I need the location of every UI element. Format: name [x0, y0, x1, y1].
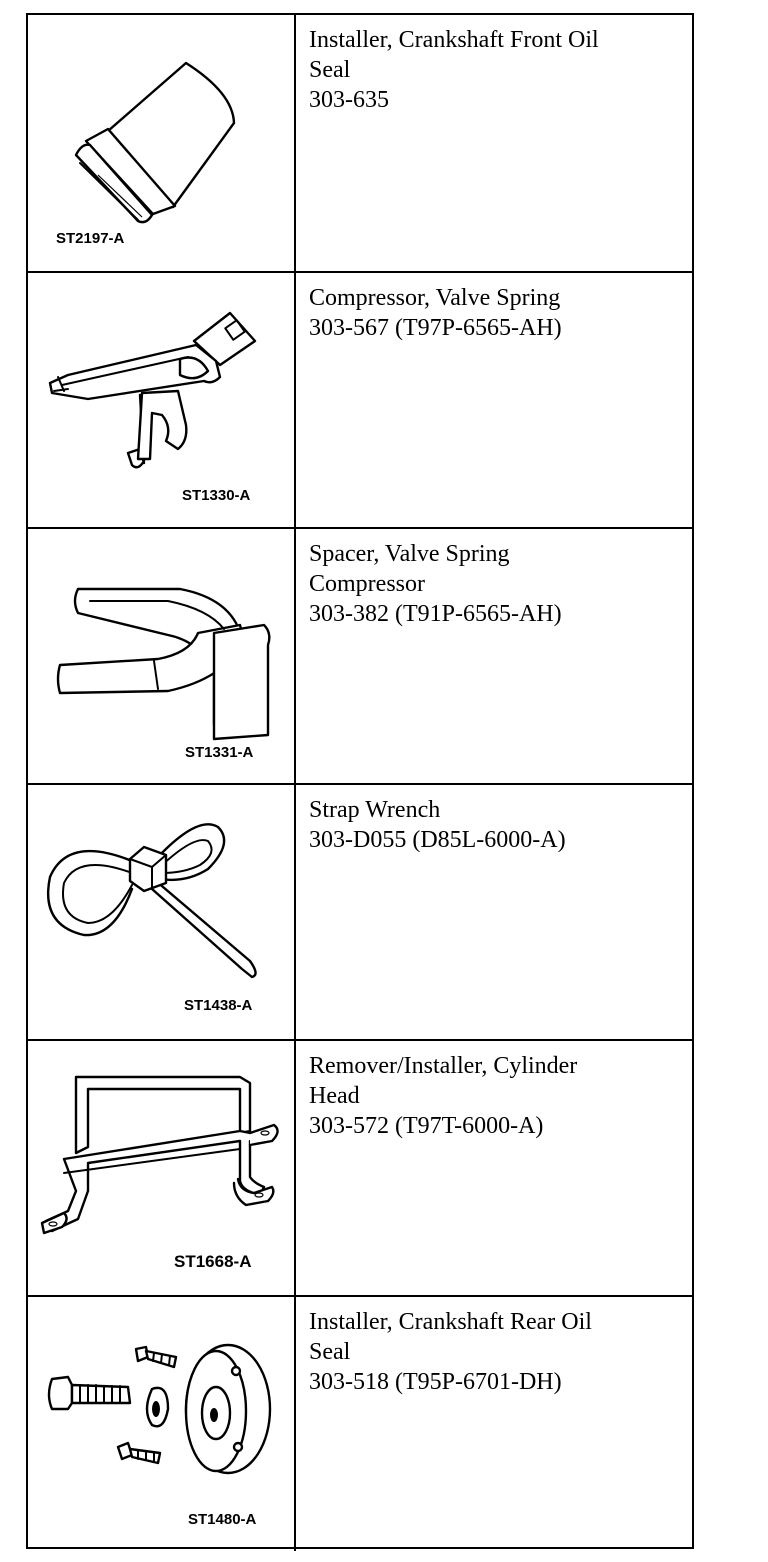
tool-part-number: 303-518 (T95P-6701-DH) — [309, 1369, 562, 1395]
tool-part-number: 303-D055 (D85L-6000-A) — [309, 827, 566, 853]
tool-name-line: Compressor — [309, 571, 425, 597]
tool-illustration-cell — [28, 785, 296, 1039]
compressor-spacer-icon — [28, 529, 294, 783]
special-tools-table — [26, 13, 694, 1549]
figure-code: ST1668-A — [174, 1252, 252, 1271]
tool-name-line: Seal — [309, 57, 351, 83]
tool-description — [309, 795, 684, 855]
tool-description — [309, 539, 684, 629]
tool-row — [28, 271, 692, 527]
tool-name-line: Strap Wrench — [309, 797, 441, 823]
tool-row — [28, 527, 692, 783]
tool-description — [309, 25, 684, 115]
tool-name-line: Compressor, Valve Spring — [309, 285, 561, 311]
cylinder-head-remover-icon — [28, 1041, 294, 1295]
tool-description — [309, 283, 684, 343]
tool-name-line: Seal — [309, 1339, 351, 1365]
tool-name-line: Head — [309, 1083, 360, 1109]
tool-illustration-cell — [28, 15, 296, 271]
tool-part-number: 303-635 — [309, 87, 389, 113]
figure-code: ST2197-A — [56, 230, 125, 247]
figure-code: ST1480-A — [188, 1511, 257, 1528]
tool-name-line: Installer, Crankshaft Front Oil — [309, 27, 599, 53]
tool-name-line: Installer, Crankshaft Rear Oil — [309, 1309, 592, 1335]
tool-illustration-cell — [28, 1041, 296, 1295]
figure-code: ST1330-A — [182, 487, 251, 504]
tool-illustration-cell — [28, 529, 296, 783]
tool-row — [28, 1295, 692, 1551]
tool-row — [28, 1039, 692, 1295]
tool-part-number: 303-567 (T97P-6565-AH) — [309, 315, 562, 341]
tool-row — [28, 15, 692, 271]
tool-row — [28, 783, 692, 1039]
valve-spring-compressor-icon — [28, 273, 294, 527]
tool-part-number: 303-572 (T97T-6000-A) — [309, 1113, 544, 1139]
tool-illustration-cell — [28, 273, 296, 527]
figure-code: ST1438-A — [184, 997, 253, 1014]
tool-illustration-cell — [28, 1297, 296, 1551]
tool-part-number: 303-382 (T91P-6565-AH) — [309, 601, 562, 627]
tool-name-line: Spacer, Valve Spring — [309, 541, 510, 567]
tool-description — [309, 1051, 684, 1141]
tool-description — [309, 1307, 684, 1397]
strap-wrench-icon — [28, 785, 294, 1039]
figure-code: ST1331-A — [185, 744, 254, 761]
tool-name-line: Remover/Installer, Cylinder — [309, 1053, 578, 1079]
